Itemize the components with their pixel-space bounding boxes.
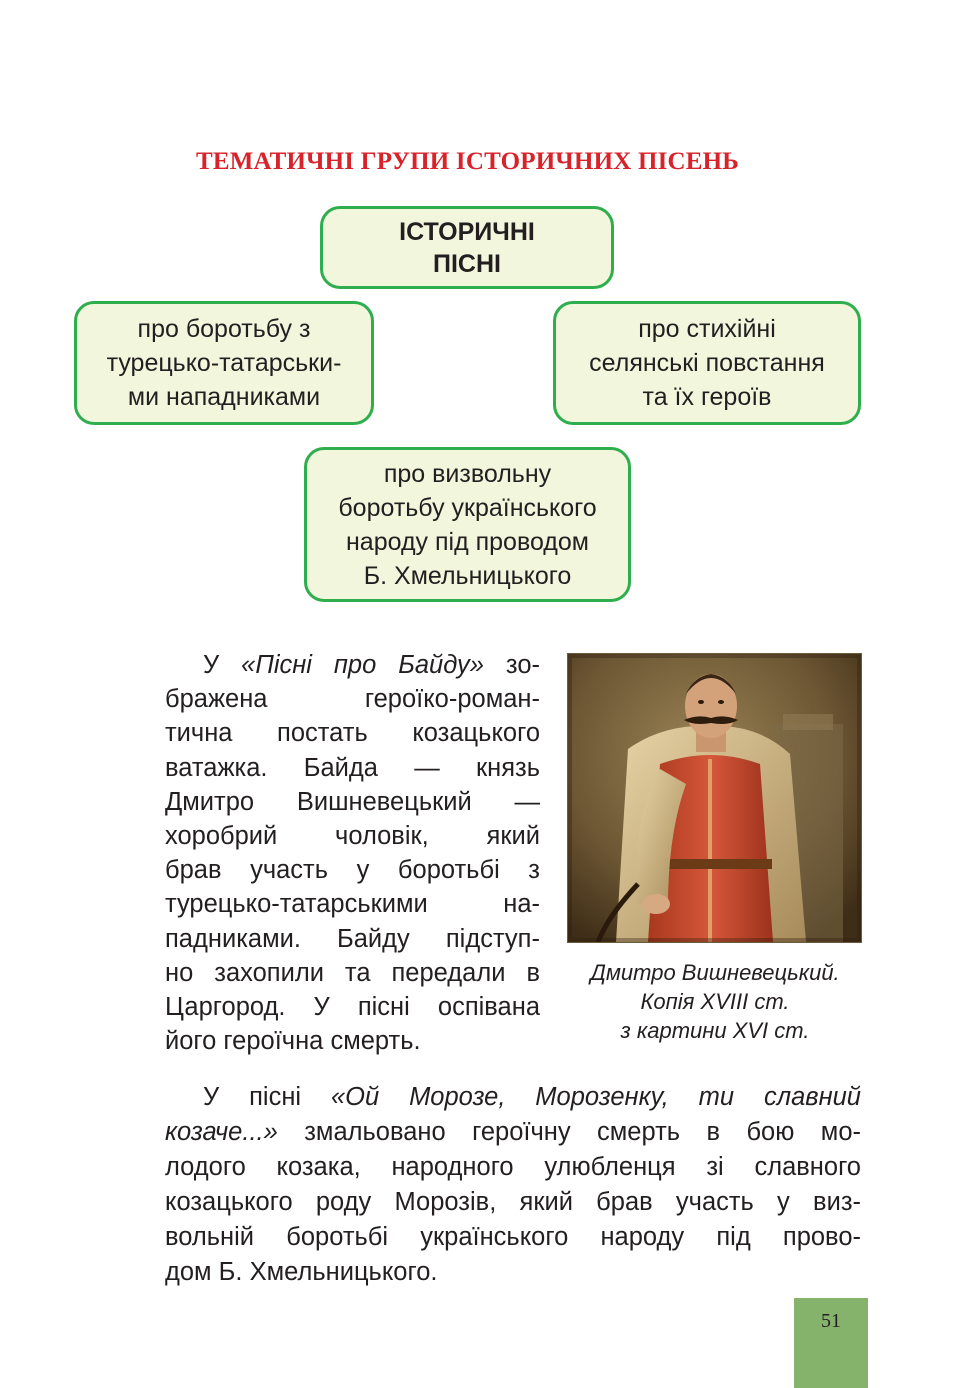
bottom-line-1: про визвольну: [383, 459, 552, 488]
p1-line: падниками. Байду підступ-: [165, 925, 540, 953]
page-number-box: [794, 1298, 868, 1388]
root-line-2: ПІСНІ: [433, 249, 501, 278]
portrait-illustration: [568, 654, 861, 942]
page-number: 51: [821, 1310, 841, 1332]
p2-line: козацького роду Морозів, який брав участь у виз-: [165, 1188, 861, 1216]
p1-line1-post: зо-: [483, 651, 540, 679]
p1-line: тична постать козацького: [165, 719, 540, 747]
right-line-1: про стихійні: [638, 315, 776, 343]
page-heading: ТЕМАТИЧНІ ГРУПИ ІСТОРИЧНИХ ПІСЕНЬ: [195, 148, 740, 175]
p1-line: Дмитро Вишневецький —: [165, 788, 540, 816]
root-line-1: ІСТОРИЧНІ: [399, 217, 535, 246]
diagram-root-node: [320, 206, 614, 289]
p2-line2-post: змальовано героїчну смерть в бою мо-: [277, 1118, 861, 1146]
p2-line: [165, 1115, 861, 1149]
portrait-image: [567, 653, 862, 943]
right-line-2: селянські повстання: [589, 349, 825, 377]
diagram-node-left: [74, 301, 374, 425]
p2-line: лодого козака, народного улюбленця зі славного: [165, 1153, 861, 1181]
p1-line1-pre: У: [203, 651, 242, 679]
p1-last-line: його героїчна смерть.: [165, 1027, 421, 1055]
p1-line: брав участь у боротьбі з: [165, 856, 540, 884]
left-line-1: про боротьбу з: [137, 315, 311, 343]
p1-song-title: «Пісні про Байду»: [241, 651, 484, 679]
p2-song-title-end: козаче...»: [165, 1118, 278, 1146]
bottom-line-4: Б. Хмельницького: [363, 561, 572, 590]
portrait-caption: [555, 958, 875, 1045]
p1-line: ватажка. Байда — князь: [165, 754, 540, 782]
p1-line: турецько-татарськими на-: [165, 890, 540, 918]
bottom-line-3: народу під проводом: [345, 527, 589, 556]
bottom-line-2: боротьбу українського: [338, 493, 597, 522]
p1-line: бражена героїко-роман-: [165, 685, 540, 713]
p1-line: но захопили та передали в: [165, 959, 540, 987]
p2-line1-pre: У пісні: [203, 1083, 331, 1111]
p1-line: Царгород. У пісні оспівана: [165, 993, 540, 1021]
caption-line-3: з картини XVI ст.: [620, 1018, 810, 1043]
caption-line-1: Дмитро Вишневецький.: [590, 960, 840, 985]
caption-line-2: Копія XVIII ст.: [640, 989, 790, 1014]
p2-last-line: дом Б. Хмельницького.: [165, 1258, 438, 1286]
p2-line: вольній боротьбі українського народу під прово-: [165, 1223, 861, 1251]
left-line-2: турецько-татарськи-: [106, 349, 342, 377]
p1-line: хоробрий чоловік, який: [165, 822, 540, 850]
diagram-node-bottom: [304, 447, 631, 602]
diagram-node-right: [553, 301, 861, 425]
p2-line: [165, 1080, 861, 1114]
p1-line: [165, 648, 540, 682]
right-line-3: та їх героїв: [642, 383, 772, 411]
p2-song-title-start: «Ой Морозе, Морозенку, ти славний: [330, 1083, 861, 1111]
left-line-3: ми нападниками: [127, 383, 321, 411]
